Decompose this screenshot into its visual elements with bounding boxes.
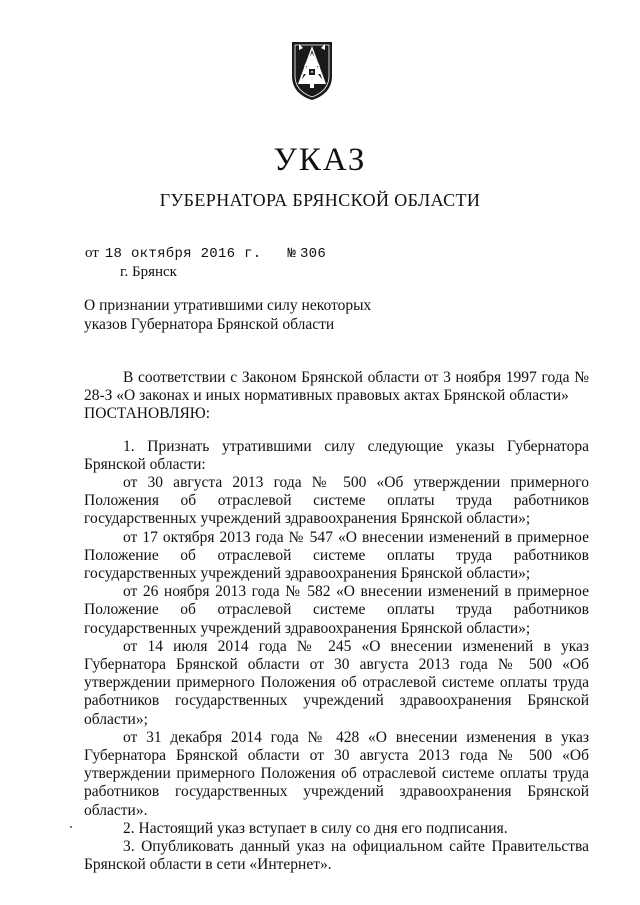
bryansk-coat-of-arms-emblem	[286, 38, 338, 102]
revoked-decree: от 31 декабря 2014 года № 428 «О внесении изменения в указ Губернатора Брянской области от 30 августа 2013 года № 500 «Об утверждении примерного Положения об отраслевой системе оплаты труда работников государственных учреждений здравоохранения Брянской области».	[84, 728, 589, 819]
revoked-decree: от 30 августа 2013 года № 500 «Об утверждении примерного Положения об отраслевой системе оплаты труда работников государственных учреждений здравоохранения Брянской области»;	[84, 474, 589, 528]
decree-number: 306	[299, 246, 327, 262]
subject-line: О признании утратившими силу некоторых	[84, 297, 372, 314]
item-1-intro: 1. Признать утратившими силу следующие указы Губернатора Брянской области:	[84, 437, 589, 473]
decree-date: 18 октября 2016 г.	[104, 246, 262, 262]
document-issuer: ГУБЕРНАТОРА БРЯНСКОЙ ОБЛАСТИ	[159, 190, 481, 210]
item-2: 2. Настоящий указ вступает в силу со дня его подписания.	[123, 819, 508, 837]
date-prefix: от	[85, 245, 99, 261]
subject-line: указов Губернатора Брянской области	[84, 316, 335, 333]
document-title: УКАЗ	[273, 142, 367, 178]
number-sign: №	[287, 246, 297, 262]
revoked-decree: от 17 октября 2013 года № 547 «О внесении изменений в примерное Положение об отраслевой системе оплаты труда работников государственных учреждений здравоохранения Брянской области»;	[84, 528, 589, 583]
date-number-line	[85, 243, 326, 264]
decree-word: ПОСТАНОВЛЯЮ:	[84, 405, 211, 423]
preamble: В соответствии с Законом Брянской области от 3 ноября 1997 года № 28-З «О законах и иных нормативных правовых актах Брянской области»	[84, 369, 589, 405]
revoked-decree: от 26 ноября 2013 года № 582 «О внесении изменений в примерное Положение об отраслевой системе оплаты труда работников государственных учреждений здравоохранения Брянской области»;	[84, 583, 589, 637]
decree-body	[84, 369, 589, 874]
scan-speck	[70, 826, 72, 828]
decree-subject	[84, 296, 371, 334]
city: г. Брянск	[120, 264, 177, 280]
revoked-decree: от 14 июля 2014 года № 245 «О внесении изменений в указ Губернатора Брянской области от 30 августа 2013 года № 500 «Об утверждении примерного Положения об отраслевой системе оплаты труда работников государственных учреждений здравоохранения Брянской области»;	[84, 637, 589, 728]
item-3: 3. Опубликовать данный указ на официальном сайте Правительства Брянской области в сети «Интернет».	[84, 838, 589, 874]
